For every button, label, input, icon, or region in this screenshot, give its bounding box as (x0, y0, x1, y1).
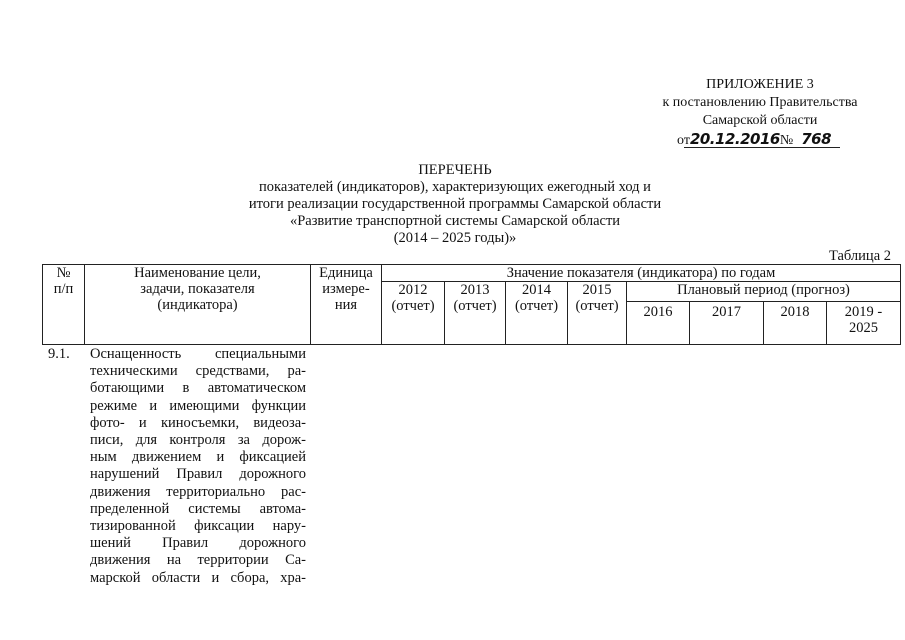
header-name: Наименование цели, задачи, показателя (индикатора) (85, 265, 311, 345)
header-number: № п/п (43, 265, 85, 345)
header-year-2013: 2013 (отчет) (445, 282, 506, 345)
title-line-3: итоги реализации государственной программы Самарской области (248, 196, 662, 212)
appendix-date-line (640, 130, 880, 150)
appendix-header (640, 76, 880, 150)
header-values-by-year: Значение показателя (индикатора) по годам (382, 265, 901, 282)
row-number: 9.1. (48, 346, 70, 362)
header-year-2018: 2018 (764, 302, 827, 345)
handwritten-date: 20.12.2016 (689, 130, 780, 148)
header-year-2014: 2014 (отчет) (506, 282, 568, 345)
appendix-decree: к постановлению Правительства (662, 95, 858, 110)
header-year-2016: 2016 (627, 302, 690, 345)
title-line-4: «Развитие транспортной системы Самарской области (289, 213, 621, 229)
header-year-2017: 2017 (690, 302, 764, 345)
date-prefix: от (677, 133, 690, 148)
number-prefix: № (779, 133, 794, 148)
header-year-2019-2025: 2019 - 2025 (827, 302, 901, 345)
handwritten-number: 768 (801, 130, 832, 148)
header-year-2012: 2012 (отчет) (382, 282, 445, 345)
document-title (200, 162, 710, 247)
title-line-5: (2014 – 2025 годы)» (393, 230, 517, 246)
header-plan-period: Плановый период (прогноз) (627, 282, 901, 302)
indicators-table (42, 264, 901, 345)
signature-underline (684, 147, 840, 148)
table-label: Таблица 2 (828, 248, 891, 264)
row-indicator-text: Оснащенность специальными техническими средствами, ра- ботающими в автоматическом режиме и имеющими функции фото- и киносъемки, видеоза- писи, для контроля за дорож- ным движением и фиксацией нарушений Правил дорожного движения территориально рас- пределенной системы автома- тизированной фиксации нару- шений Правил дорожного движения на территории Са- марской области и сбора, хра- (90, 346, 306, 586)
appendix-title: ПРИЛОЖЕНИЕ 3 (706, 77, 814, 92)
header-unit: Единица измере- ния (311, 265, 382, 345)
appendix-region: Самарской области (702, 113, 818, 128)
title-line-1: ПЕРЕЧЕНЬ (418, 162, 492, 178)
header-year-2015: 2015 (отчет) (568, 282, 627, 345)
title-line-2: показателей (индикаторов), характеризующих ежегодный ход и (259, 179, 651, 195)
